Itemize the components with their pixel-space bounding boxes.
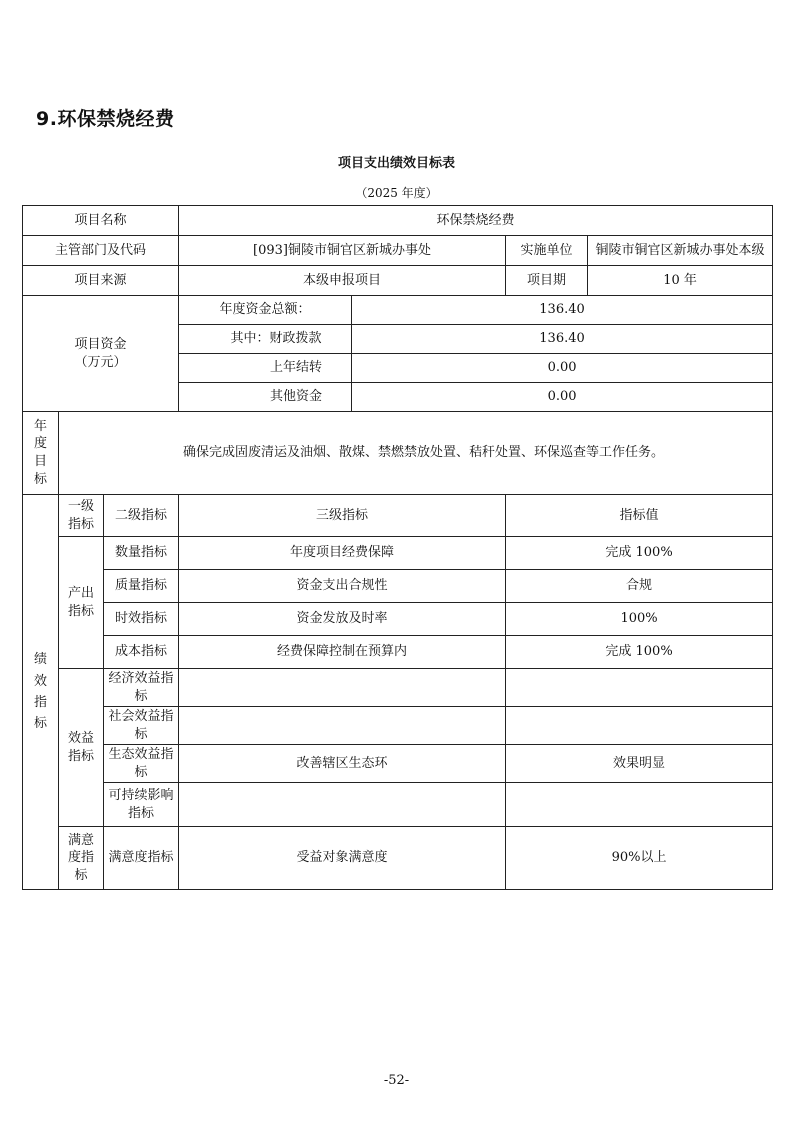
carryover-value: 0.00 [352, 354, 773, 383]
funds-label: 项目资金 [74, 336, 127, 352]
dept-code-label: 主管部门及代码 [23, 236, 179, 266]
satisfaction-label-cell [59, 827, 104, 890]
section-title: 9.环保禁烧经费 [36, 108, 175, 130]
level3-header: 三级指标 [179, 495, 506, 537]
dept-code-value: [093]铜陵市铜官区新城办事处 [179, 236, 506, 266]
table-title: 项目支出绩效目标表 [337, 156, 455, 171]
perf-label-cell [23, 495, 59, 890]
source-label: 项目来源 [23, 266, 179, 296]
fiscal-value: 136.40 [352, 325, 773, 354]
output-value: 完成 100% [506, 537, 773, 570]
annual-goal-label: 年度目标 [34, 418, 48, 487]
annual-goal-label-cell [23, 412, 59, 495]
output-level2: 成本指标 [104, 636, 179, 669]
benefit-level3 [179, 783, 506, 827]
benefit-level3: 改善辖区生态环 [179, 745, 506, 783]
period-value: 10 年 [588, 266, 773, 296]
benefit-level3 [179, 669, 506, 707]
output-label: 产出指标 [68, 585, 95, 619]
benefit-value [506, 669, 773, 707]
satisfaction-value: 90%以上 [506, 827, 773, 890]
table-year: （2025 年度） [355, 186, 438, 200]
output-value: 完成 100% [506, 636, 773, 669]
benefit-level2: 社会效益指标 [104, 707, 179, 745]
project-name-label: 项目名称 [23, 206, 179, 236]
benefit-value: 效果明显 [506, 745, 773, 783]
source-value: 本级申报项目 [179, 266, 506, 296]
output-level2: 数量指标 [104, 537, 179, 570]
benefit-level2: 可持续影响指标 [104, 783, 179, 827]
output-value: 合规 [506, 570, 773, 603]
level1-header: 一级指标 [68, 498, 95, 532]
output-level3: 年度项目经费保障 [179, 537, 506, 570]
annual-total-value: 136.40 [352, 296, 773, 325]
output-level3: 资金发放及时率 [179, 603, 506, 636]
output-label-cell [59, 537, 104, 669]
project-name-value: 环保禁烧经费 [179, 206, 773, 236]
period-label: 项目期 [506, 266, 588, 296]
output-value: 100% [506, 603, 773, 636]
annual-goal-text: 确保完成固废清运及油烟、散煤、禁燃禁放处置、秸秆处置、环保巡查等工作任务。 [59, 412, 773, 495]
benefit-level2: 生态效益指标 [104, 745, 179, 783]
benefit-label-cell [59, 669, 104, 827]
performance-table [22, 205, 773, 890]
satisfaction-level2: 满意度指标 [104, 827, 179, 890]
benefit-level3 [179, 707, 506, 745]
other-funds-label: 其他资金 [179, 383, 352, 412]
benefit-level2: 经济效益指标 [104, 669, 179, 707]
satisfaction-label: 满意度指标 [68, 832, 95, 883]
perf-label: 绩效指标 [34, 652, 48, 732]
other-funds-value: 0.00 [352, 383, 773, 412]
benefit-label: 效益指标 [68, 730, 95, 764]
funds-label-cell [23, 296, 179, 412]
output-level2: 质量指标 [104, 570, 179, 603]
output-level3: 经费保障控制在预算内 [179, 636, 506, 669]
level2-header: 二级指标 [104, 495, 179, 537]
impl-unit-label: 实施单位 [506, 236, 588, 266]
annual-total-label: 年度资金总额： [179, 296, 352, 325]
output-level2: 时效指标 [104, 603, 179, 636]
impl-unit-value: 铜陵市铜官区新城办事处本级 [588, 236, 773, 266]
funds-unit: （万元） [74, 354, 127, 370]
indicator-value-header: 指标值 [506, 495, 773, 537]
page-number: -52- [383, 1073, 410, 1088]
carryover-label: 上年结转 [179, 354, 352, 383]
satisfaction-level3: 受益对象满意度 [179, 827, 506, 890]
benefit-value [506, 783, 773, 827]
level1-header-cell [59, 495, 104, 537]
fiscal-label: 其中：财政拨款 [179, 325, 352, 354]
benefit-value [506, 707, 773, 745]
output-level3: 资金支出合规性 [179, 570, 506, 603]
